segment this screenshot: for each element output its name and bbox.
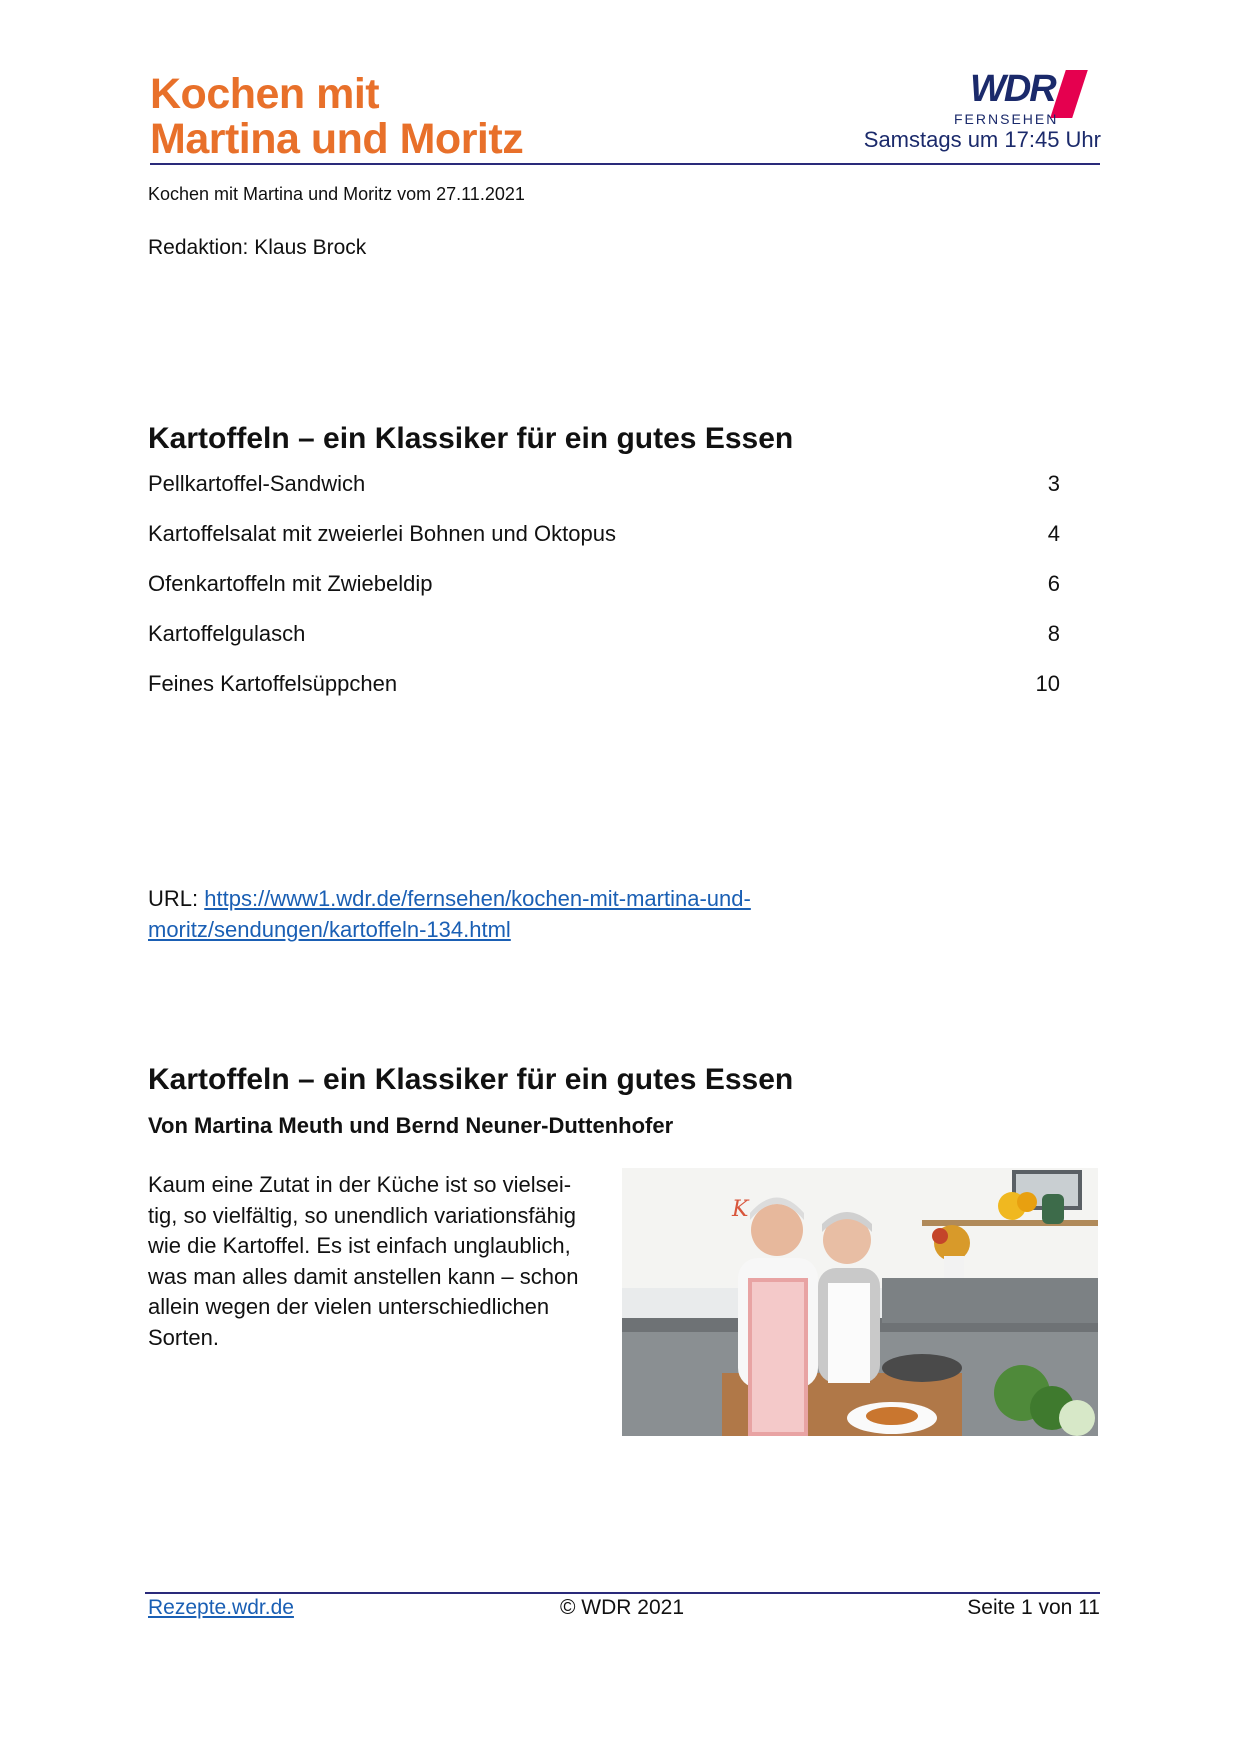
url-line-2: moritz/sendungen/kartoffeln-134.html [148, 917, 511, 942]
toc-item-label: Feines Kartoffelsüppchen [148, 671, 398, 696]
toc-item-page: 8 [1047, 621, 1060, 646]
article-line: Kaum eine Zutat in der Küche ist so vielsei- [148, 1172, 572, 1197]
footer-page-number: Seite 1 von 11 [967, 1596, 1100, 1619]
editor-line: Redaktion: Klaus Brock [148, 236, 367, 259]
episode-line: Kochen mit Martina und Moritz vom 27.11.2021 [148, 184, 525, 204]
brand-line-2: Martina und Moritz [150, 115, 524, 163]
footer-copyright: © WDR 2021 [560, 1596, 685, 1619]
toc-item-page: 3 [1047, 471, 1060, 496]
header-divider [150, 163, 1100, 165]
toc-item[interactable] [148, 571, 1060, 597]
brand-line-1: Kochen mit [150, 70, 380, 118]
url-block [148, 883, 848, 945]
article-byline: Von Martina Meuth und Bernd Neuner-Duttenhofer [148, 1113, 674, 1138]
article-line: was man alles damit anstellen kann – schon [148, 1263, 579, 1289]
url-line-1: https://www1.wdr.de/fernsehen/kochen-mit-martina-und- [204, 886, 751, 911]
toc-item-page: 4 [1047, 521, 1060, 546]
toc-title: Kartoffeln – ein Klassiker für ein gutes Essen [148, 422, 794, 455]
article-line: allein wegen der vielen unterschiedlichen [148, 1294, 550, 1319]
toc-item-page: 10 [1035, 671, 1060, 696]
article-line: Sorten. [148, 1324, 219, 1350]
hosts-kitchen-photo [622, 1168, 1098, 1436]
article-title: Kartoffeln – ein Klassiker für ein gutes Essen [148, 1063, 794, 1096]
toc-item[interactable] [148, 471, 1060, 497]
wdr-logo-sub: FERNSEHEN [954, 111, 1059, 127]
wdr-logo-word: WDR [970, 68, 1055, 110]
airtime: Samstags um 17:45 Uhr [863, 127, 1101, 152]
wdr-logo [940, 68, 1100, 126]
toc-item-page: 6 [1047, 571, 1060, 596]
episode-url-link[interactable] [148, 886, 751, 942]
toc-item[interactable] [148, 621, 1060, 647]
footer-site-link[interactable]: Rezepte.wdr.de [148, 1596, 294, 1619]
article-line: tig, so vielfältig, so unendlich variationsfähig [148, 1202, 577, 1228]
article-line: wie die Kartoffel. Es ist einfach unglaublich, [148, 1233, 571, 1258]
url-label: URL: [148, 886, 205, 911]
article-body [148, 1170, 608, 1353]
footer-divider [145, 1592, 1100, 1594]
kitchen-scene-image [622, 1168, 1098, 1436]
toc-item-label: Kartoffelgulasch [148, 621, 306, 646]
toc-item-label: Pellkartoffel-Sandwich [148, 471, 366, 496]
toc-item-label: Kartoffelsalat mit zweierlei Bohnen und Oktopus [148, 521, 616, 546]
toc-item[interactable] [148, 521, 1060, 547]
toc-item[interactable] [148, 671, 1060, 697]
toc-item-label: Ofenkartoffeln mit Zwiebeldip [148, 571, 433, 596]
brand-title [150, 72, 523, 162]
photo-sign-text: K [732, 1197, 749, 1222]
